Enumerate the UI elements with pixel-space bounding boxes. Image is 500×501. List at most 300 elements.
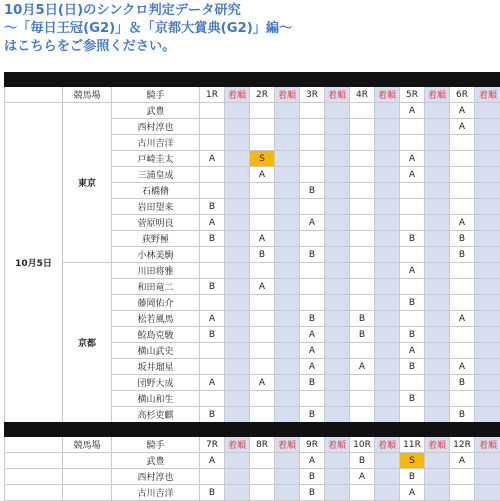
judgement-cell [300, 391, 325, 407]
arrival-cell [375, 311, 400, 327]
arrival-cell [475, 231, 500, 247]
arrival-cell [425, 327, 450, 343]
arrival-cell [425, 215, 450, 231]
table-row [5, 263, 500, 279]
judgement-cell [350, 407, 375, 423]
table-row [5, 453, 500, 469]
judgement-cell: A [200, 375, 225, 391]
arrival-cell [325, 231, 350, 247]
header-arrival: 着順 [225, 437, 250, 453]
arrival-cell [325, 247, 350, 263]
arrival-cell [225, 263, 250, 279]
arrival-cell [325, 327, 350, 343]
header-arrival: 着順 [325, 437, 350, 453]
arrival-cell [375, 485, 400, 501]
judgement-cell [200, 247, 225, 263]
judgement-cell: A [250, 279, 275, 295]
judgement-cell [450, 183, 475, 199]
arrival-cell [475, 215, 500, 231]
header-arrival: 着順 [475, 87, 500, 103]
arrival-cell [375, 215, 400, 231]
jockey-name: 松若風馬 [112, 311, 200, 327]
arrival-cell [475, 359, 500, 375]
jockey-name: 川田将雅 [112, 263, 200, 279]
judgement-cell: B [300, 485, 325, 501]
arrival-cell [275, 215, 300, 231]
arrival-cell [325, 453, 350, 469]
judgement-cell: A [450, 359, 475, 375]
judgement-cell: A [300, 453, 325, 469]
venue-cell [63, 485, 112, 501]
arrival-cell [225, 103, 250, 119]
header-arrival: 着順 [325, 87, 350, 103]
judgement-cell: B [400, 391, 425, 407]
judgement-cell [400, 407, 425, 423]
jockey-name: 石橋脩 [112, 183, 200, 199]
arrival-cell [275, 375, 300, 391]
intro-text [4, 2, 496, 56]
judgement-cell [250, 359, 275, 375]
arrival-cell [275, 247, 300, 263]
arrival-cell [225, 231, 250, 247]
jockey-name: 武豊 [112, 453, 200, 469]
arrival-cell [425, 167, 450, 183]
judgement-cell [200, 359, 225, 375]
judgement-cell: B [400, 327, 425, 343]
table-row [5, 469, 500, 485]
judgement-cell [250, 311, 275, 327]
arrival-cell [225, 135, 250, 151]
arrival-cell [325, 199, 350, 215]
arrival-cell [225, 311, 250, 327]
jockey-name: 岩田望来 [112, 199, 200, 215]
judgement-cell [250, 263, 275, 279]
arrival-cell [425, 485, 450, 501]
jockey-name: 横山武史 [112, 343, 200, 359]
judgement-cell [350, 215, 375, 231]
jockey-name: 和田竜二 [112, 279, 200, 295]
arrival-cell [475, 295, 500, 311]
jockey-name: 西村淳也 [112, 119, 200, 135]
arrival-cell [425, 391, 450, 407]
judgement-cell: A [400, 343, 425, 359]
arrival-cell [475, 407, 500, 423]
jockey-name: 菅原明良 [112, 215, 200, 231]
judgement-cell [200, 135, 225, 151]
judgement-cell [300, 135, 325, 151]
judgement-cell [450, 167, 475, 183]
arrival-cell [325, 469, 350, 485]
judgement-cell [400, 311, 425, 327]
arrival-cell [475, 311, 500, 327]
judgement-cell: B [450, 375, 475, 391]
arrival-cell [275, 103, 300, 119]
arrival-cell [275, 279, 300, 295]
intro-line: 〜「毎日王冠(G2)」＆「京都大賞典(G2)」編〜 [4, 20, 496, 38]
arrival-cell [425, 359, 450, 375]
jockey-name: 古川吉洋 [112, 485, 200, 501]
arrival-cell [275, 327, 300, 343]
judgement-cell [350, 343, 375, 359]
judgement-cell [300, 231, 325, 247]
header-race: 7R [200, 437, 225, 453]
arrival-cell [375, 103, 400, 119]
arrival-cell [225, 183, 250, 199]
arrival-cell [425, 263, 450, 279]
judgement-cell: B [200, 407, 225, 423]
header-blank [5, 87, 63, 103]
judgement-cell [450, 279, 475, 295]
judgement-cell [450, 263, 475, 279]
arrival-cell [425, 343, 450, 359]
judgement-cell [350, 263, 375, 279]
judgement-cell: A [450, 453, 475, 469]
date-cell [5, 485, 63, 501]
judgement-cell [250, 103, 275, 119]
arrival-cell [275, 391, 300, 407]
judgement-cell: B [200, 199, 225, 215]
arrival-cell [475, 247, 500, 263]
judgement-cell: A [450, 311, 475, 327]
judgement-cell [300, 263, 325, 279]
arrival-cell [425, 311, 450, 327]
jockey-name: 戸崎圭太 [112, 151, 200, 167]
arrival-cell [225, 215, 250, 231]
judgement-cell: B [450, 231, 475, 247]
header-race: 11R [400, 437, 425, 453]
arrival-cell [275, 359, 300, 375]
header-arrival: 着順 [475, 437, 500, 453]
arrival-cell [475, 469, 500, 485]
arrival-cell [275, 485, 300, 501]
header-arrival: 着順 [425, 87, 450, 103]
arrival-cell [425, 407, 450, 423]
judgement-cell [200, 183, 225, 199]
judgement-cell: A [250, 375, 275, 391]
judgement-cell: A [250, 167, 275, 183]
judgement-cell: A [250, 231, 275, 247]
judgement-cell [350, 183, 375, 199]
arrival-cell [375, 391, 400, 407]
arrival-cell [275, 199, 300, 215]
header-race: 2R [250, 87, 275, 103]
judgement-cell: B [450, 247, 475, 263]
arrival-cell [275, 295, 300, 311]
arrival-cell [325, 359, 350, 375]
jockey-name: 坂井瑠星 [112, 359, 200, 375]
arrival-cell [375, 295, 400, 311]
judgement-cell [450, 343, 475, 359]
judgement-cell [200, 119, 225, 135]
arrival-cell [325, 391, 350, 407]
arrival-cell [225, 167, 250, 183]
arrival-cell [475, 103, 500, 119]
arrival-cell [275, 453, 300, 469]
arrival-cell [275, 231, 300, 247]
judgement-cell: B [400, 231, 425, 247]
header-arrival: 着順 [375, 437, 400, 453]
judgement-cell: B [200, 279, 225, 295]
arrival-cell [275, 311, 300, 327]
jockey-name: 荻野極 [112, 231, 200, 247]
arrival-cell [275, 407, 300, 423]
judgement-cell [350, 167, 375, 183]
arrival-cell [475, 151, 500, 167]
arrival-cell [375, 151, 400, 167]
arrival-cell [475, 391, 500, 407]
judgement-cell: A [450, 103, 475, 119]
arrival-cell [225, 485, 250, 501]
sync-table-races-7-12 [4, 422, 500, 501]
judgement-cell: A [400, 103, 425, 119]
arrival-cell [375, 327, 400, 343]
judgement-cell [300, 199, 325, 215]
judgement-cell [400, 135, 425, 151]
arrival-cell [425, 247, 450, 263]
judgement-cell [250, 453, 275, 469]
judgement-cell [300, 103, 325, 119]
arrival-cell [225, 343, 250, 359]
header-arrival: 着順 [275, 87, 300, 103]
arrival-cell [325, 407, 350, 423]
judgement-cell: B [450, 407, 475, 423]
arrival-cell [375, 279, 400, 295]
arrival-cell [275, 343, 300, 359]
judgement-cell [300, 119, 325, 135]
header-venue: 競馬場 [63, 87, 112, 103]
judgement-cell: B [400, 359, 425, 375]
judgement-cell: A [450, 119, 475, 135]
arrival-cell [225, 199, 250, 215]
sync-table-races-1-6 [4, 72, 500, 423]
header-race: 3R [300, 87, 325, 103]
header-arrival: 着順 [375, 87, 400, 103]
judgement-cell [200, 167, 225, 183]
arrival-cell [325, 167, 350, 183]
judgement-cell [200, 469, 225, 485]
judgement-cell: B [300, 469, 325, 485]
date-cell [5, 453, 63, 469]
arrival-cell [325, 485, 350, 501]
arrival-cell [275, 119, 300, 135]
header-arrival: 着順 [275, 437, 300, 453]
arrival-cell [325, 279, 350, 295]
jockey-name: 三浦皇成 [112, 167, 200, 183]
arrival-cell [475, 119, 500, 135]
judgement-cell [350, 199, 375, 215]
judgement-cell [250, 327, 275, 343]
arrival-cell [225, 151, 250, 167]
judgement-cell [300, 151, 325, 167]
judgement-cell: B [300, 375, 325, 391]
judgement-cell: A [400, 151, 425, 167]
judgement-cell: A [300, 359, 325, 375]
arrival-cell [225, 407, 250, 423]
table-top-bar [5, 423, 500, 437]
header-race: 12R [450, 437, 475, 453]
judgement-cell: B [350, 453, 375, 469]
judgement-cell: B [250, 247, 275, 263]
judgement-cell: A [450, 215, 475, 231]
arrival-cell [225, 119, 250, 135]
judgement-cell: B [200, 231, 225, 247]
arrival-cell [425, 279, 450, 295]
arrival-cell [325, 183, 350, 199]
jockey-name: 西村淳也 [112, 469, 200, 485]
judgement-cell: A [400, 485, 425, 501]
arrival-cell [375, 231, 400, 247]
judgement-cell [350, 485, 375, 501]
date-cell: 10月5日 [5, 103, 63, 423]
arrival-cell [425, 183, 450, 199]
judgement-cell [250, 295, 275, 311]
jockey-name: 小林美駒 [112, 247, 200, 263]
arrival-cell [475, 343, 500, 359]
judgement-cell [450, 199, 475, 215]
jockey-name: 団野大成 [112, 375, 200, 391]
header-arrival: 着順 [225, 87, 250, 103]
judgement-cell: A [300, 343, 325, 359]
arrival-cell [375, 199, 400, 215]
arrival-cell [225, 247, 250, 263]
arrival-cell [325, 135, 350, 151]
arrival-cell [325, 295, 350, 311]
judgement-cell: B [200, 485, 225, 501]
jockey-name: 藤岡佑介 [112, 295, 200, 311]
judgement-cell [400, 119, 425, 135]
judgement-cell: B [400, 469, 425, 485]
judgement-cell [400, 215, 425, 231]
table-header-row [5, 437, 500, 453]
judgement-cell [450, 135, 475, 151]
table-row [5, 485, 500, 501]
venue-cell: 京都 [63, 263, 112, 423]
judgement-cell: S [400, 453, 425, 469]
header-race: 9R [300, 437, 325, 453]
judgement-cell: A [200, 151, 225, 167]
judgement-cell [350, 247, 375, 263]
judgement-cell [400, 183, 425, 199]
header-race: 5R [400, 87, 425, 103]
venue-cell: 東京 [63, 103, 112, 263]
judgement-cell [300, 295, 325, 311]
judgement-cell [250, 469, 275, 485]
arrival-cell [375, 183, 400, 199]
arrival-cell [475, 183, 500, 199]
judgement-cell: A [300, 327, 325, 343]
arrival-cell [475, 135, 500, 151]
judgement-cell [250, 485, 275, 501]
arrival-cell [375, 359, 400, 375]
venue-cell [63, 469, 112, 485]
judgement-cell [250, 343, 275, 359]
judgement-cell: A [200, 215, 225, 231]
arrival-cell [475, 263, 500, 279]
judgement-cell [350, 295, 375, 311]
judgement-cell [200, 343, 225, 359]
judgement-cell [450, 391, 475, 407]
arrival-cell [325, 119, 350, 135]
judgement-cell [450, 327, 475, 343]
judgement-cell [350, 151, 375, 167]
judgement-cell [350, 103, 375, 119]
arrival-cell [475, 279, 500, 295]
judgement-cell [350, 119, 375, 135]
arrival-cell [325, 103, 350, 119]
arrival-cell [225, 469, 250, 485]
judgement-cell: B [350, 311, 375, 327]
table-top-bar [5, 73, 500, 87]
judgement-cell [400, 199, 425, 215]
table-row [5, 103, 500, 119]
arrival-cell [275, 135, 300, 151]
judgement-cell [350, 375, 375, 391]
judgement-cell: A [350, 359, 375, 375]
jockey-name: 古川吉洋 [112, 135, 200, 151]
judgement-cell [200, 263, 225, 279]
judgement-cell [300, 279, 325, 295]
judgement-cell [250, 183, 275, 199]
judgement-cell: A [400, 263, 425, 279]
venue-cell [63, 453, 112, 469]
judgement-cell [300, 167, 325, 183]
arrival-cell [425, 119, 450, 135]
arrival-cell [225, 279, 250, 295]
judgement-cell: B [350, 327, 375, 343]
judgement-cell: B [300, 247, 325, 263]
arrival-cell [475, 485, 500, 501]
header-jockey: 騎手 [112, 87, 200, 103]
jockey-name: 横山和生 [112, 391, 200, 407]
header-race: 8R [250, 437, 275, 453]
judgement-cell: B [200, 327, 225, 343]
judgement-cell [350, 279, 375, 295]
judgement-cell [450, 485, 475, 501]
judgement-cell [400, 247, 425, 263]
arrival-cell [225, 295, 250, 311]
judgement-cell: A [200, 311, 225, 327]
arrival-cell [475, 375, 500, 391]
judgement-cell [250, 391, 275, 407]
arrival-cell [325, 215, 350, 231]
judgement-cell [450, 295, 475, 311]
arrival-cell [375, 469, 400, 485]
judgement-cell [250, 407, 275, 423]
judgement-cell: A [300, 215, 325, 231]
arrival-cell [375, 135, 400, 151]
jockey-name: 鮫島克駿 [112, 327, 200, 343]
arrival-cell [375, 407, 400, 423]
arrival-cell [325, 311, 350, 327]
arrival-cell [475, 199, 500, 215]
jockey-name: 武豊 [112, 103, 200, 119]
header-blank [5, 437, 63, 453]
arrival-cell [325, 151, 350, 167]
arrival-cell [475, 453, 500, 469]
arrival-cell [375, 119, 400, 135]
arrival-cell [325, 263, 350, 279]
header-race: 4R [350, 87, 375, 103]
table-header-row [5, 87, 500, 103]
header-arrival: 着順 [425, 437, 450, 453]
arrival-cell [225, 391, 250, 407]
header-jockey: 騎手 [112, 437, 200, 453]
judgement-cell [350, 391, 375, 407]
judgement-cell [250, 199, 275, 215]
arrival-cell [425, 231, 450, 247]
date-cell [5, 469, 63, 485]
judgement-cell [250, 215, 275, 231]
